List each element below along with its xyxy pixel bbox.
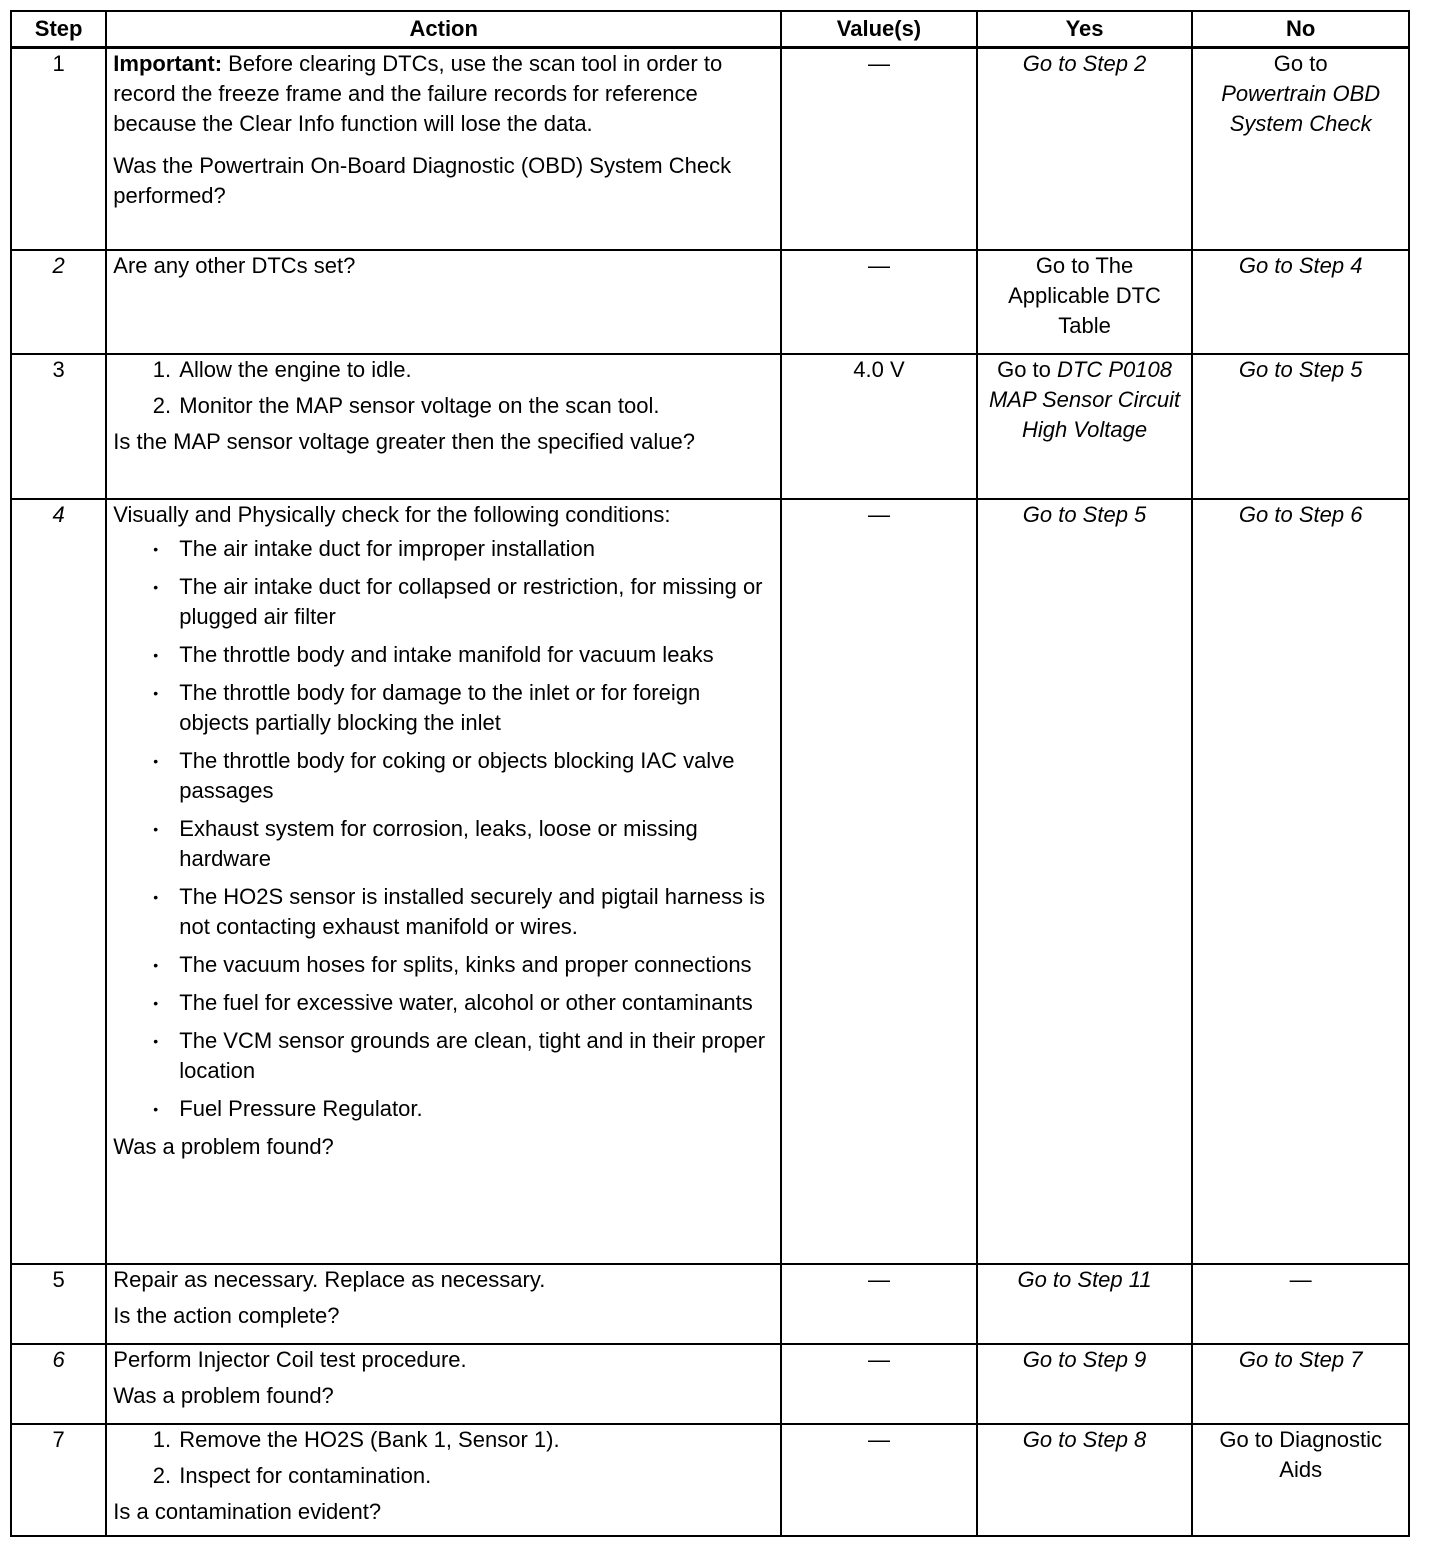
question-text: Is a contamination evident? [113,1498,382,1524]
important-label: Important: [113,51,223,76]
question-text: Is the action complete? [113,1302,340,1328]
value-cell: — [781,1424,977,1536]
header-yes: Yes [977,11,1193,48]
no-action[interactable]: Go to Step 4 [1192,250,1409,354]
no-prefix: Go to [1273,51,1328,76]
action-cell [106,48,781,250]
important-text: Before clearing DTCs, use the scan tool in order to record the freeze frame and the failure records for reference because the Clear Info function will lose the data. [113,51,723,136]
value-cell: — [781,250,977,354]
list-item: 1. Remove the HO2S (Bank 1, Sensor 1). [177,1425,774,1455]
value-cell: — [781,48,977,250]
no-action[interactable]: Go to Step 7 [1192,1344,1409,1424]
question-text: Is the MAP sensor voltage greater then the specified value? [113,428,695,454]
question-text: Was a problem found? [113,1133,334,1159]
step-number: 4 [11,499,106,1264]
no-action[interactable]: Go to Step 5 [1192,354,1409,499]
value-cell: — [781,1344,977,1424]
list-item: • The fuel for excessive water, alcohol or other contaminants [179,988,774,1018]
table-row [11,499,1409,1264]
header-row [11,11,1409,48]
list-item: 1. Allow the engine to idle. [177,355,774,385]
yes-action[interactable] [977,354,1193,499]
yes-link[interactable]: DTC P0108 MAP Sensor Circuit High Voltage [988,356,1181,442]
header-values: Value(s) [781,11,977,48]
action-cell [106,1344,781,1424]
action-cell [106,250,781,354]
question-text: Was the Powertrain On-Board Diagnostic (OBD) System Check performed? [113,153,732,208]
numbered-list [113,1425,774,1491]
yes-prefix: Go to [997,356,1051,382]
no-link[interactable]: Powertrain OBD System Check [1221,81,1381,136]
no-action: — [1192,1264,1409,1344]
no-action[interactable]: Go to Step 6 [1192,499,1409,1264]
step-number: 3 [11,354,106,499]
numbered-list [113,355,774,421]
list-item: • The air intake duct for improper installation [179,534,774,564]
step-number: 5 [11,1264,106,1344]
list-item: • The VCM sensor grounds are clean, tight and in their proper location [179,1026,774,1086]
yes-action[interactable]: Go to Step 9 [977,1344,1193,1424]
value-cell: 4.0 V [781,354,977,499]
header-no: No [1192,11,1409,48]
instruction-text: Repair as necessary. Replace as necessary. [113,1266,546,1292]
value-cell: — [781,1264,977,1344]
yes-action[interactable]: Go to The Applicable DTC Table [977,250,1193,354]
yes-action[interactable]: Go to Step 2 [977,48,1193,250]
step-number: 1 [11,48,106,250]
yes-action[interactable]: Go to Step 11 [977,1264,1193,1344]
action-cell [106,1264,781,1344]
step-number: 7 [11,1424,106,1536]
no-action[interactable]: Go to Diagnostic Aids [1192,1424,1409,1536]
table-row [11,1344,1409,1424]
table-row [11,1264,1409,1344]
step-number: 6 [11,1344,106,1424]
list-item: • The vacuum hoses for splits, kinks and proper connections [179,950,774,980]
list-item: • The throttle body and intake manifold for vacuum leaks [179,640,774,670]
list-item: • The air intake duct for collapsed or restriction, for missing or plugged air filter [179,572,774,632]
important-note [113,49,774,139]
question-text: Was a problem found? [113,1382,334,1408]
action-cell [106,1424,781,1536]
list-item: • The throttle body for damage to the inlet or for foreign objects partially blocking the inlet [179,678,774,738]
yes-action[interactable]: Go to Step 8 [977,1424,1193,1536]
action-cell [106,499,781,1264]
table-row [11,1424,1409,1536]
action-cell [106,354,781,499]
instruction-text: Perform Injector Coil test procedure. [113,1346,467,1372]
table-row [11,250,1409,354]
question-text: Are any other DTCs set? [113,252,356,278]
diagnostic-table [10,10,1410,1537]
list-item: • The throttle body for coking or objects blocking IAC valve passages [179,746,774,806]
list-item: 2. Monitor the MAP sensor voltage on the scan tool. [177,391,774,421]
list-item: • The HO2S sensor is installed securely and pigtail harness is not contacting exhaust manifold or wires. [179,882,774,942]
no-action[interactable] [1192,48,1409,250]
intro-text: Visually and Physically check for the following conditions: [113,501,671,527]
table-row [11,354,1409,499]
table-row [11,48,1409,250]
step-number: 2 [11,250,106,354]
header-step: Step [11,11,106,48]
list-item: • Fuel Pressure Regulator. [179,1094,774,1124]
header-action: Action [106,11,781,48]
bullet-list [113,534,774,1124]
yes-action[interactable]: Go to Step 5 [977,499,1193,1264]
list-item: 2. Inspect for contamination. [177,1461,774,1491]
list-item: • Exhaust system for corrosion, leaks, loose or missing hardware [179,814,774,874]
value-cell: — [781,499,977,1264]
